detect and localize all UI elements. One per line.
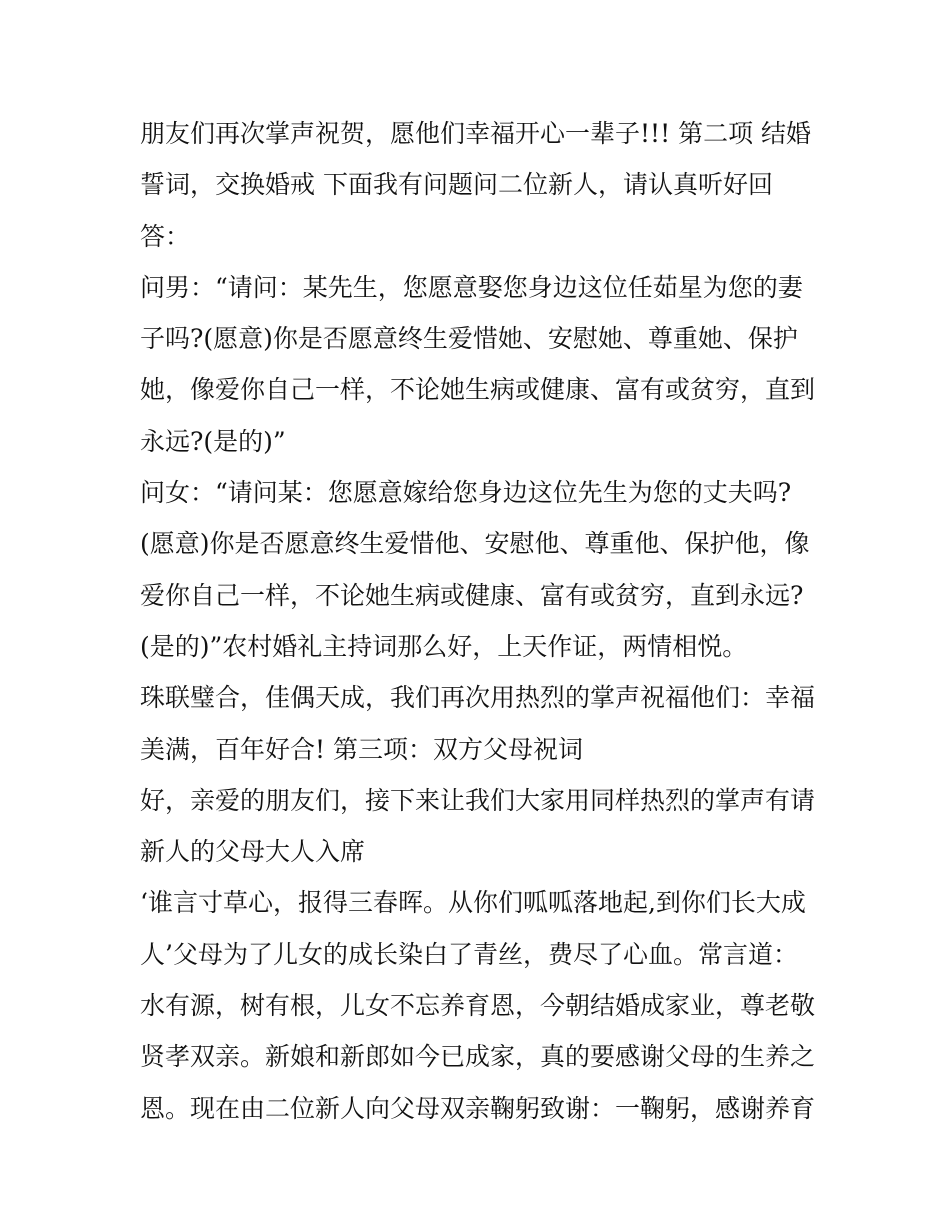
text-line: 问男：“请问：某先生，您愿意娶您身边这位任茹星为您的妻 [140, 272, 803, 302]
text-line: 美满，百年好合! 第三项：双方父母祝词 [140, 734, 583, 764]
text-line: 爱你自己一样，不论她生病或健康、富有或贫穷，直到永远? [140, 580, 804, 610]
text-line: 恩。现在由二位新人向父母双亲鞠躬致谢：一鞠躬，感谢养育 [140, 1093, 816, 1123]
text-line: (愿意)你是否愿意终生爱惜他、安慰他、尊重他、保护他，像 [140, 529, 810, 559]
text-line: 珠联璧合，佳偶天成，我们再次用热烈的掌声祝福他们：幸福 [140, 683, 816, 713]
text-line: 子吗?(愿意)你是否愿意终生爱惜她、安慰她、尊重她、保护 [140, 324, 798, 354]
text-line: ‘谁言寸草心，报得三春晖。从你们呱呱落地起,到你们长大成 [140, 888, 806, 918]
text-line: 好，亲爱的朋友们，接下来让我们大家用同样热烈的掌声有请 [140, 785, 816, 815]
text-line: 朋友们再次掌声祝贺，愿他们幸福开心一辈子!!! 第二项 结婚 [140, 119, 812, 148]
text-line: 问女：“请问某：您愿意嫁给您身边这位先生为您的丈夫吗? [140, 478, 792, 508]
text-line: 贤孝双亲。新娘和新郎如今已成家，真的要感谢父母的生养之 [140, 1042, 816, 1072]
text-line: 水有源，树有根，儿女不忘养育恩，今朝结婚成家业，尊老敬 [140, 991, 816, 1021]
text-line: (是的)”农村婚礼主持词那么好，上天作证，两情相悦。 [140, 631, 748, 661]
text-line: 永远?(是的)” [140, 426, 286, 456]
text-line: 人’父母为了儿女的成长染白了青丝，费尽了心血。常言道： [140, 939, 798, 969]
text-line: 答： [140, 221, 191, 251]
text-line: 她，像爱你自己一样，不论她生病或健康、富有或贫穷，直到 [140, 375, 816, 405]
document-body [140, 108, 820, 1134]
text-line: 新人的父母大人入席 [140, 837, 366, 867]
text-line: 誓词，交换婚戒 下面我有问题问二位新人，请认真听好回 [140, 170, 773, 200]
